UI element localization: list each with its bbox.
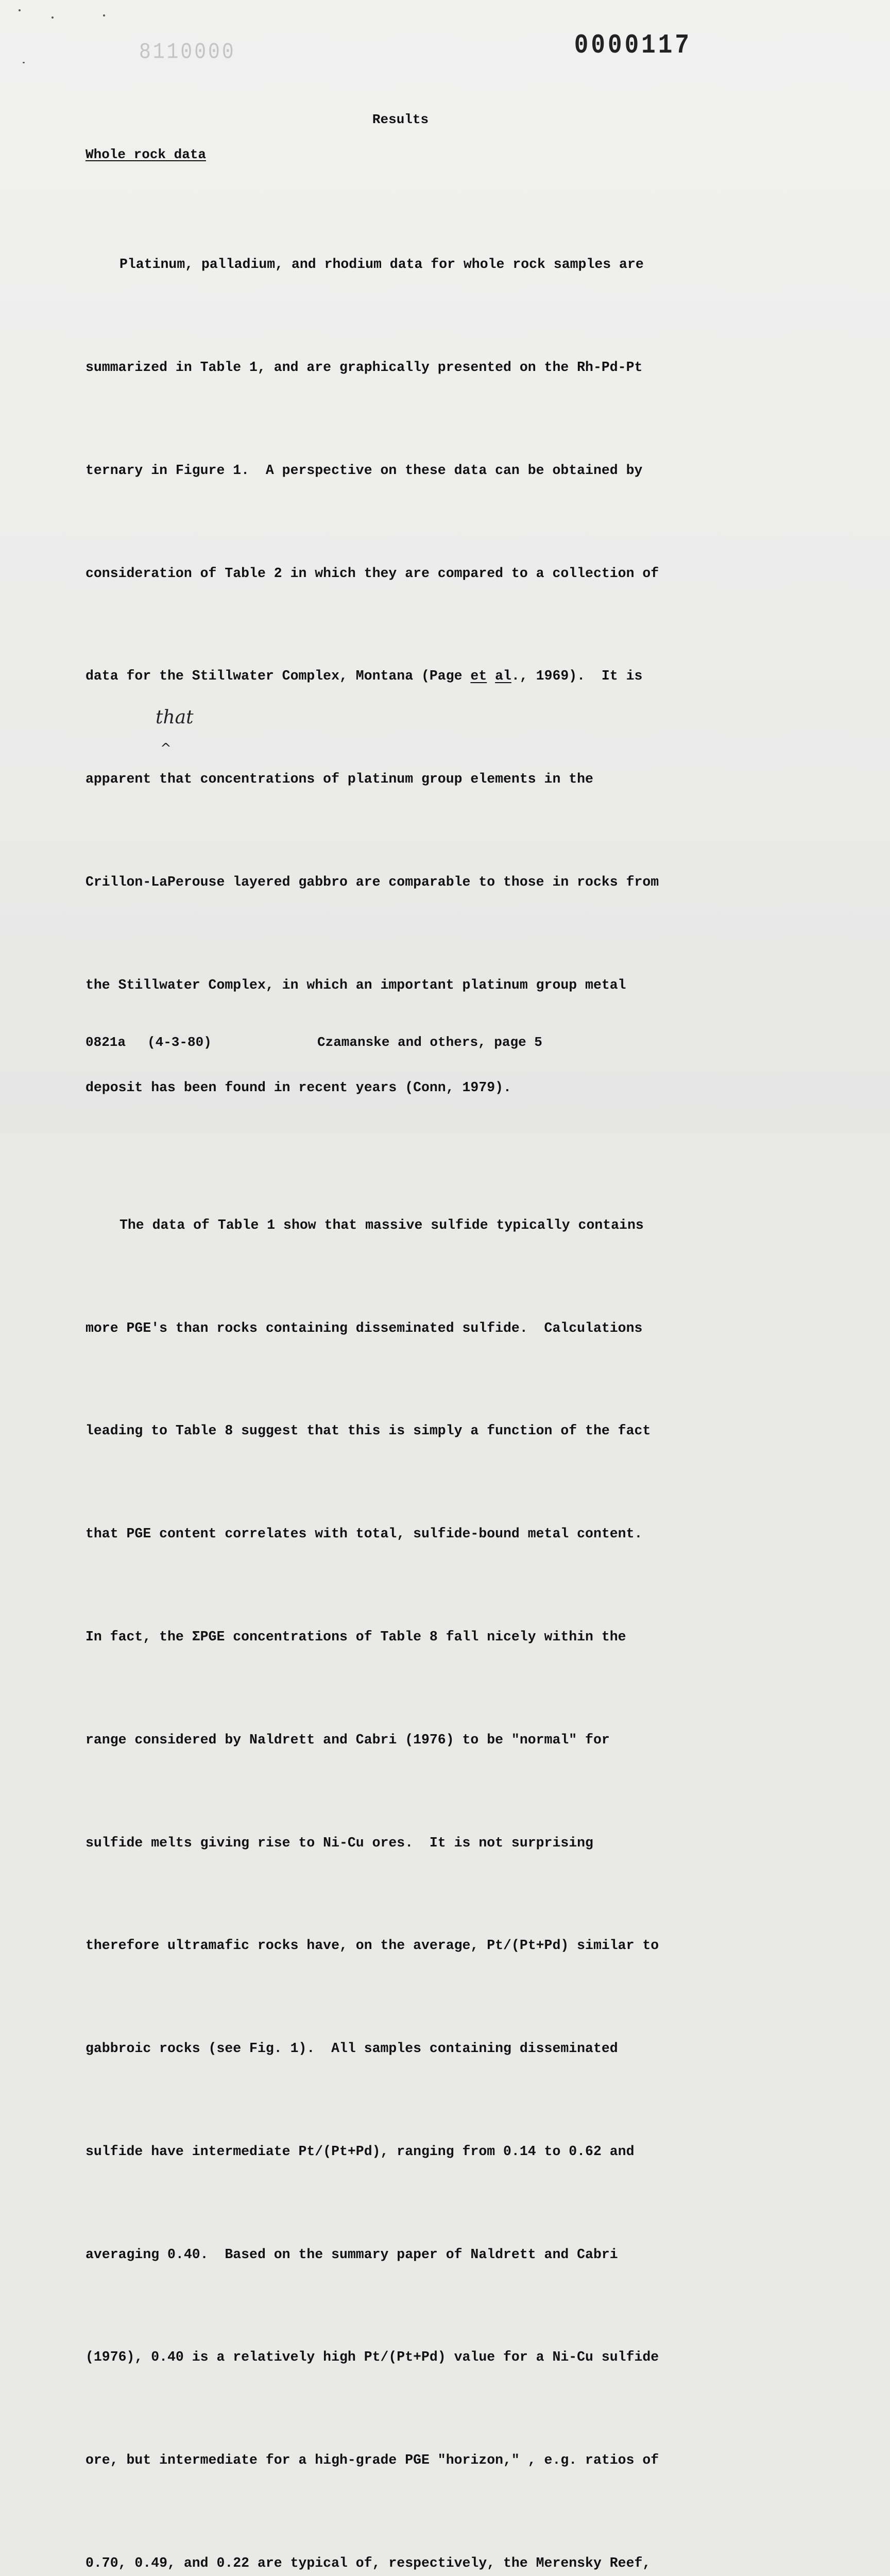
text-line: ternary in Figure 1. A perspective on these data can be obtained by [85,462,643,478]
text-line: Platinum, palladium, and rhodium data for whole rock samples are [119,257,644,273]
speck-mark [52,16,54,19]
text-line: ore, but intermediate for a high-grade PGE "horizon," , e.g. ratios of [85,2452,659,2468]
text-line: Crillon-LaPerouse layered gabbro are comparable to those in rocks from [85,874,659,890]
text-line: In fact, the ΣPGE concentrations of Table 8 fall nicely within the [85,1629,626,1645]
text-line: leading to Table 8 suggest that this is simply a function of the fact [85,1423,651,1439]
handwritten-insertion: that [156,707,194,728]
section-heading: Results [372,112,429,127]
body-text [85,179,807,2576]
page-id-stamp: 0000117 [574,30,692,61]
insertion-caret-icon: ^ [160,741,172,756]
text-line: 0.70, 0.49, and 0.22 are typical of, respectively, the Merensky Reef, [85,2555,651,2571]
text-line: the Stillwater Complex, in which an important platinum group metal [85,977,626,993]
text-line: averaging 0.40. Based on the summary paper of Naldrett and Cabri [85,2246,618,2262]
citation-et: et [470,668,487,684]
text-line: therefore ultramafic rocks have, on the average, Pt/(Pt+Pd) similar to [85,1938,659,1954]
text-line: The data of Table 1 show that massive sulfide typically contains [119,1217,644,1233]
faded-stamp-number: 8110000 [139,39,236,65]
text-line: sulfide melts giving rise to Ni-Cu ores. It is not surprising [85,1835,593,1851]
text-line: that PGE content correlates with total, sulfide-bound metal content. [85,1526,643,1542]
text-segment: ., 1969). It is [511,668,643,684]
footer-code: 0821a [85,1035,126,1050]
footer-page-title: Czamanske and others, page 5 [317,1035,542,1050]
text-segment: data for the Stillwater Complex, Montana (Page [85,668,471,684]
subsection-heading: Whole rock data [85,147,207,162]
text-line: (1976), 0.40 is a relatively high Pt/(Pt+Pd) value for a Ni-Cu sulfide [85,2349,659,2365]
text-line: summarized in Table 1, and are graphically presented on the Rh-Pd-Pt [85,359,643,375]
text-line: range considered by Naldrett and Cabri (1976) to be "normal" for [85,1732,610,1748]
footer-date: (4-3-80) [147,1035,212,1050]
text-line: deposit has been found in recent years (Conn, 1979). [85,1080,511,1096]
text-line: consideration of Table 2 in which they are compared to a collection of [85,565,659,581]
text-line: sulfide have intermediate Pt/(Pt+Pd), ranging from 0.14 to 0.62 and [85,2143,635,2159]
text-line: more PGE's than rocks containing disseminated sulfide. Calculations [85,1320,643,1336]
speck-mark [23,62,25,63]
text-line [85,659,807,693]
text-segment [487,668,495,684]
text-line: gabbroic rocks (see Fig. 1). All samples containing disseminated [85,2041,618,2057]
text-line: apparent that concentrations of platinum group elements in the [85,771,593,787]
citation-al: al [495,668,511,684]
speck-mark [19,9,21,11]
speck-mark [103,14,105,16]
